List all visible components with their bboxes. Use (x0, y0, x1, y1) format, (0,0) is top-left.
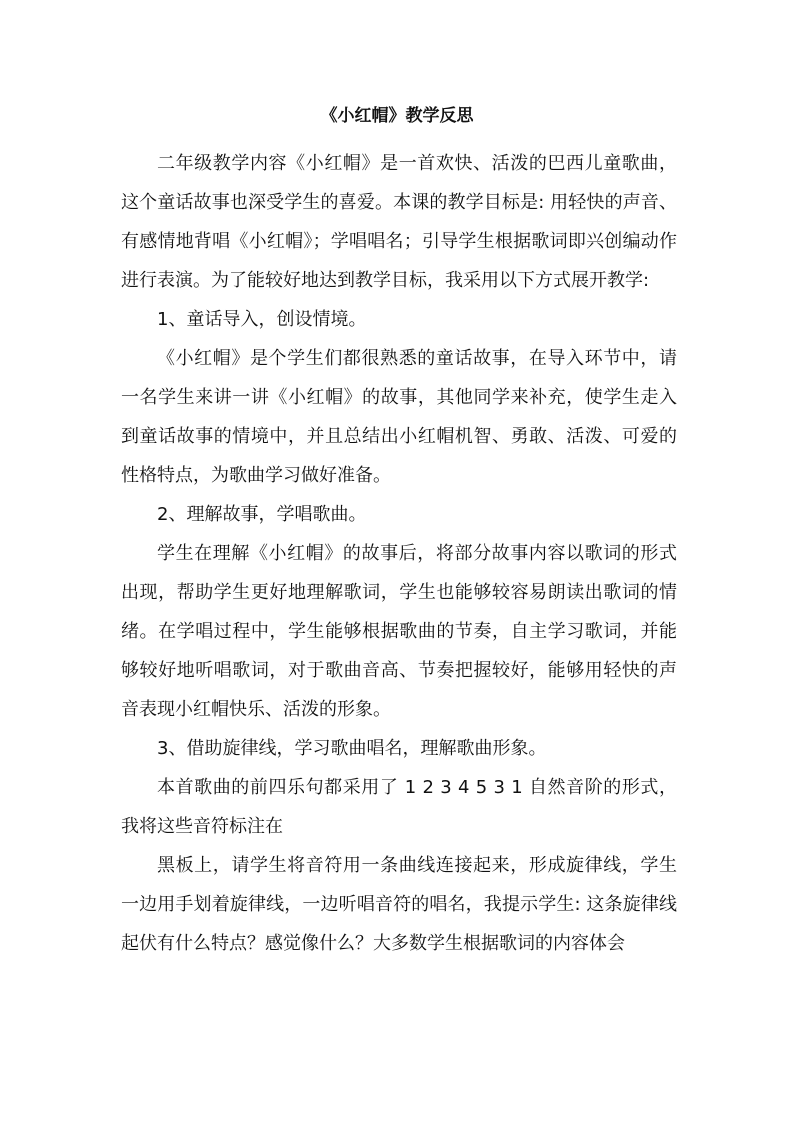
section-heading-1: 1、童话导入，创设情境。 (157, 309, 367, 330)
paragraph-section-3b: 黑板上，请学生将音符用一条曲线连接起来，形成旋律线，学生一边用手划着旋律线，一边听唱音符的唱名，我提示学生: 这条旋律线起伏有什么特点？感觉像什么？大多数学生根据歌词的内容体会 (121, 855, 677, 954)
paragraph-section-3a: 本首歌曲的前四乐句都采用了 1 2 3 4 5 3 1 自然音阶的形式，我将这些音符标注在 (121, 777, 677, 837)
paragraph-section-2: 学生在理解《小红帽》的故事后，将部分故事内容以歌词的形式出现，帮助学生更好地理解歌词，学生也能够较容易朗读出歌词的情绪。在学唱过程中，学生能够根据歌曲的节奏，自主学习歌词，并能够较好地听唱歌词，对于歌曲音高、节奏把握较好，能够用轻快的声音表现小红帽快乐、活泼的形象。 (121, 543, 677, 720)
document-body (121, 144, 677, 963)
document-title: 《小红帽》教学反思 (320, 106, 474, 126)
section-heading-3: 3、借助旋律线，学习歌曲唱名，理解歌曲形象。 (157, 738, 547, 759)
section-heading-2: 2、理解故事，学唱歌曲。 (157, 504, 367, 525)
paragraph-section-1: 《小红帽》是个学生们都很熟悉的童话故事，在导入环节中，请一名学生来讲一讲《小红帽》的故事，其他同学来补充，使学生走入到童话故事的情境中，并且总结出小红帽机智、勇敢、活泼、可爱的性格特点，为歌曲学习做好准备。 (121, 348, 677, 486)
paragraph-intro: 二年级教学内容《小红帽》是一首欢快、活泼的巴西儿童歌曲，这个童话故事也深受学生的喜爱。本课的教学目标是: 用轻快的声音、有感情地背唱《小红帽》；学唱唱名；引导学生根据歌词即兴创编动作进行表演。为了能较好地达到教学目标，我采用以下方式展开教学: (121, 153, 677, 291)
